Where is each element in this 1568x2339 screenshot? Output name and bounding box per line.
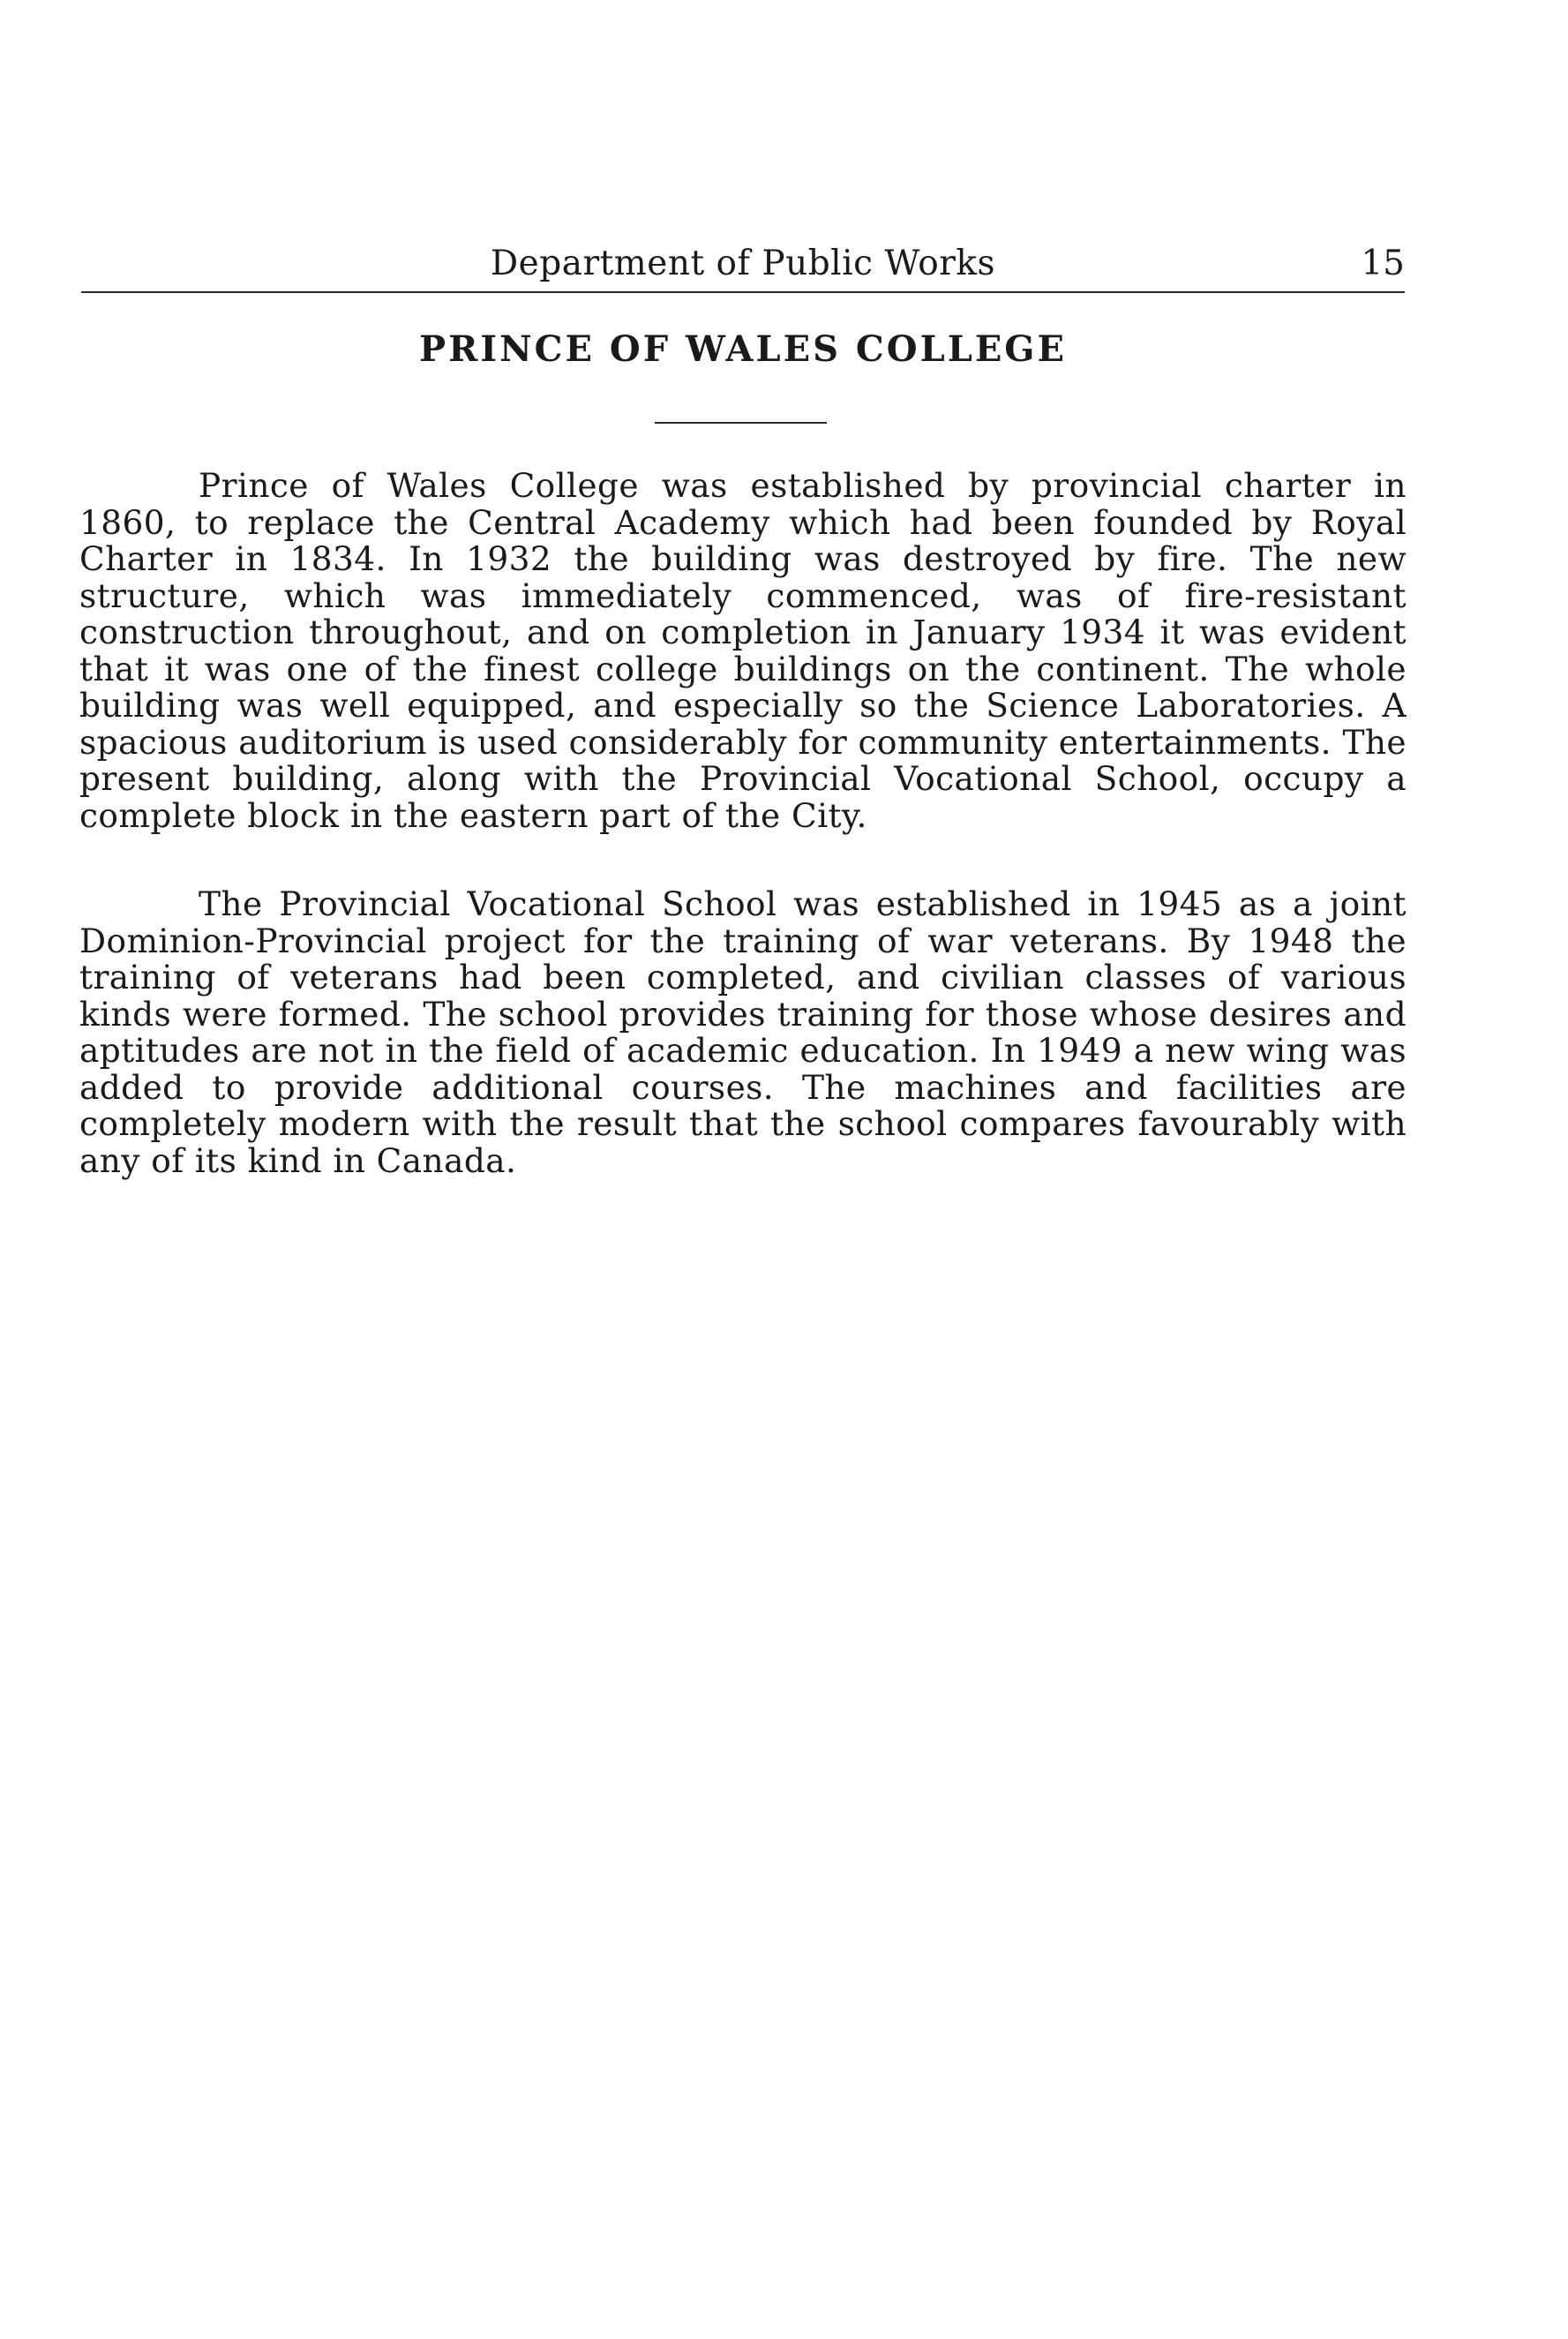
section-title: PRINCE OF WALES COLLEGE (419, 328, 1067, 370)
running-title: Department of Public Works (490, 244, 996, 283)
page-number: 15 (1361, 244, 1405, 283)
running-header (81, 237, 1405, 293)
title-divider (655, 422, 827, 424)
paragraph-vocational-school: The Provincial Vocational School was established in 1945 as a joint Dominion-Provincial project for the training of war veterans. By 1948 the training of veterans had been completed, and civilian classes of various kinds were formed. The school provides training for those whose desires and aptitudes are not in the field of academic education. In 1949 a new wing was added to provide additional courses. The machines and facilities are completely modern with the result that the school compares favourably with any of its kind in Canada. (79, 884, 1407, 1180)
paragraph-college-history: Prince of Wales College was established by provincial charter in 1860, to replace the Central Academy which had been founded by Royal Charter in 1834. In 1932 the building was destroyed by fire. The new structure, which was immediately commenced, was of fire-resistant construction throughout, and on completion in January 1934 it was evident that it was one of the finest college buildings on the continent. The whole building was well equipped, and especially so the Science Laboratories. A spacious auditorium is used considerably for community entertainments. The present building, along with the Provincial Vocational School, occupy a complete block in the eastern part of the City. (79, 466, 1407, 835)
